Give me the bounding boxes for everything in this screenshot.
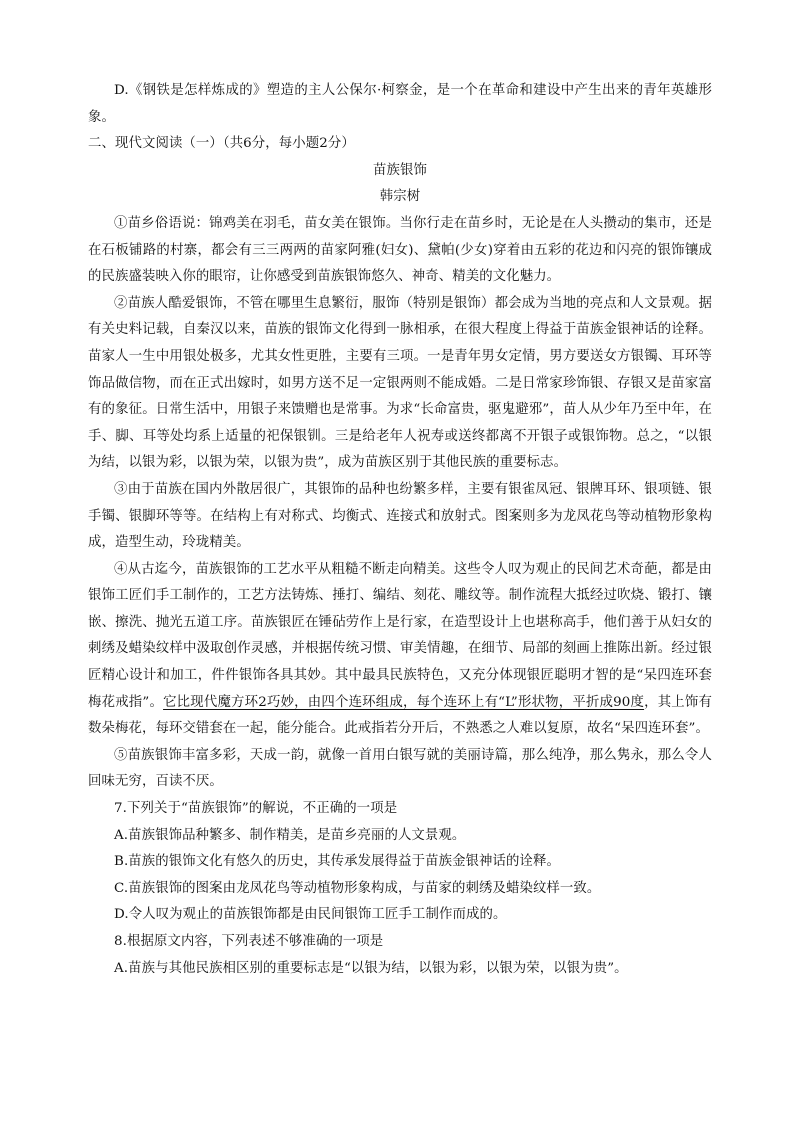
article-title: 苗族银饰 (373, 162, 427, 178)
paragraph-2: ②苗族人酷爱银饰，不管在哪里生息繁衍，服饰（特别是银饰）都会成为当地的亮点和人文景观。据有关史料记载，自秦汉以来，苗族的银饰文化得到一脉相承，在很大程度上得益于苗族金银神话的诠释。苗家人一生中用银处极多，尤其女性更胜，主要有三项。一是青年男女定情，男方要送女方银镯、耳环等饰品做信物，而在正式出嫁时，如男方送不足一定银两则不能成婚。二是日常家珍饰银、存银又是苗家富有的象征。日常生活中，用银子来馈赠也是常事。为求“长命富贵，驱鬼避邪”，苗人从少年乃至中年，在手、脚、耳等处均系上适量的祀保银钏。三是给老年人祝寿或送终都离不开银子或银饰物。总之，“以银为结，以银为彩，以银为荣，以银为贵”，成为苗族区别于其他民族的重要标志。 (88, 295, 712, 471)
paragraph-5: ⑤苗族银饰丰富多彩，天成一韵，就像一首用白银写就的美丽诗篇，那么纯净，那么隽永，那么令人回味无穷，百读不厌。 (88, 747, 712, 790)
paragraph-4 (88, 557, 712, 743)
prior-option-d: D.《钢铁是怎样炼成的》塑造的主人公保尔·柯察金，是一个在革命和建设中产生出来的青年英雄形象。 (88, 83, 712, 125)
paragraph-3: ③由于苗族在国内外散居很广，其银饰的品种也纷繁多样，主要有银雀凤冠、银牌耳环、银项链、银手镯、银脚环等等。在结构上有对称式、均衡式、连接式和放射式。图案则多为龙凤花鸟等动植物形象构成，造型生动，玲珑精美。 (88, 481, 712, 551)
paragraph-4-underlined-text: 它比现代魔方环2巧妙，由四个连环组成，每个连环上有“L”形状物，平折成90度 (163, 694, 645, 710)
paragraph-4-text-before: ④从古迄今，苗族银饰的工艺水平从粗糙不断走向精美。这些令人叹为观止的民间艺术奇葩，都是由银饰工匠们手工制作的，工艺方法铸炼、捶打、编结、刻花、雕纹等。制作流程大抵经过吹烧、锻打、镶嵌、擦洗、抛光五道工序。苗族银匠在锤砧劳作上是行家，在造型设计上也堪称高手，他们善于从妇女的刺绣及蜡染纹样中汲取创作灵感，并根据传统习惯、审美情趣，在细节、局部的刻画上推陈出新。经过银匠精心设计和加工，件件银饰各具其妙。其中最具民族特色，又充分体现银匠聪明才智的是“呆四连环套梅花戒指”。 (88, 561, 712, 710)
question-7-option-d: D.令人叹为观止的苗族银饰都是由民间银饰工匠手工制作而成的。 (114, 907, 507, 923)
document-page (88, 78, 712, 982)
paragraph-4-text-after: ，其上饰有数朵梅花，每环交错套在一起，能分能合。此戒指若分开后，不熟悉之人难以复原，故名“呆四连环套”。 (88, 694, 712, 737)
article-author: 韩宗树 (379, 189, 421, 205)
question-7-option-c: C.苗族银饰的图案由龙凤花鸟等动植物形象构成，与苗家的刺绣及蜡染纹样一致。 (114, 880, 601, 896)
question-7-stem: 7.下列关于“苗族银饰”的解说，不正确的一项是 (114, 801, 398, 817)
question-8-option-a: A.苗族与其他民族相区别的重要标志是“以银为结，以银为彩，以银为荣，以银为贵”。 (114, 960, 628, 976)
question-8-stem: 8.根据原文内容，下列表述不够准确的一项是 (114, 934, 384, 949)
paragraph-1: ①苗乡俗语说：锦鸡美在羽毛，苗女美在银饰。当你行走在苗乡时，无论是在人头攒动的集市，还是在石板铺路的村寨，都会有三三两两的苗家阿雅(妇女)、黛帕(少女)穿着由五彩的花边和闪亮的银饰镶成的民族盛装映入你的眼帘，让你感受到苗族银饰悠久、神奇、精美的文化魅力。 (88, 215, 712, 285)
section-heading: 二、现代文阅读（一）（共6分，每小题2分） (88, 136, 355, 152)
question-7-option-a: A.苗族银饰品种繁多、制作精美，是苗乡亮丽的人文景观。 (114, 827, 466, 843)
question-7-option-b: B.苗族的银饰文化有悠久的历史，其传承发展得益于苗族金银神话的诠释。 (114, 854, 560, 870)
